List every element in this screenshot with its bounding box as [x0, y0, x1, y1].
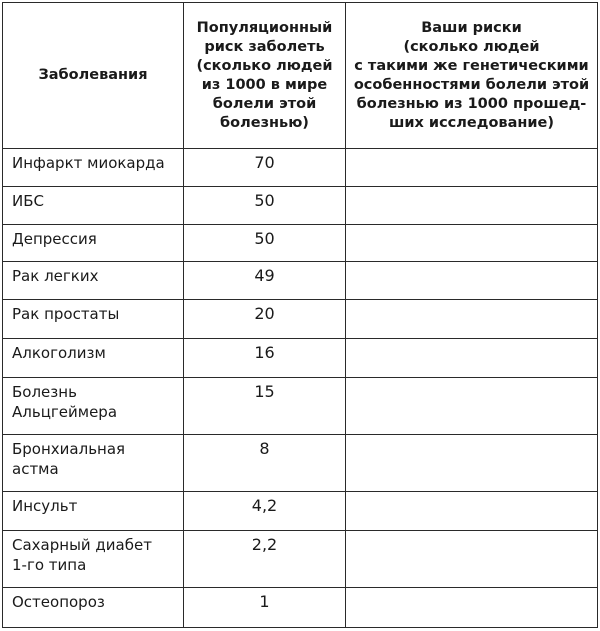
- header-your-risk-line: ших исследование): [388, 114, 555, 131]
- disease-name: Болезнь: [12, 382, 77, 401]
- disease-name: Альцгеймера: [12, 402, 118, 421]
- header-population-line: Популяционный: [196, 19, 333, 36]
- disease-name: Бронхиальная: [12, 439, 126, 458]
- disease-name: Рак простаты: [12, 305, 120, 324]
- your-risk-cell[interactable]: [346, 338, 598, 377]
- disease-cell: [3, 492, 184, 531]
- population-risk-cell: 15: [184, 377, 346, 434]
- table-row: [3, 530, 598, 587]
- table-row: [3, 434, 598, 491]
- population-risk-cell: 50: [184, 186, 346, 224]
- your-risk-cell[interactable]: [346, 300, 598, 339]
- your-risk-cell[interactable]: [346, 186, 598, 224]
- header-population-risk: [184, 3, 346, 149]
- header-disease: Заболевания: [3, 3, 184, 149]
- header-population-line: риск заболеть: [204, 38, 325, 55]
- table-row: [3, 224, 598, 262]
- your-risk-cell[interactable]: [346, 149, 598, 187]
- disease-name: Сахарный диабет: [12, 535, 152, 554]
- risk-table: [2, 2, 598, 628]
- disease-cell: [3, 434, 184, 491]
- header-your-risk-line: с такими же генетическими: [354, 57, 589, 74]
- header-your-risk-line: болезнью из 1000 прошед-: [356, 95, 587, 112]
- header-population-line: (сколько людей: [196, 57, 333, 74]
- disease-cell: [3, 377, 184, 434]
- disease-name: Инфаркт миокарда: [12, 154, 165, 173]
- table-header-row: [3, 3, 598, 149]
- disease-name: Рак легких: [12, 267, 99, 286]
- header-your-risk: [346, 3, 598, 149]
- disease-name: Инсульт: [12, 497, 78, 516]
- disease-cell: [3, 530, 184, 587]
- population-risk-cell: 50: [184, 224, 346, 262]
- population-risk-cell: 8: [184, 434, 346, 491]
- header-population-line: болели этой: [212, 95, 317, 112]
- header-your-risk-line: особенностями болели этой: [353, 76, 590, 93]
- your-risk-cell[interactable]: [346, 224, 598, 262]
- your-risk-cell[interactable]: [346, 492, 598, 531]
- your-risk-cell[interactable]: [346, 530, 598, 587]
- your-risk-cell[interactable]: [346, 377, 598, 434]
- your-risk-cell[interactable]: [346, 434, 598, 491]
- population-risk-cell: 1: [184, 588, 346, 628]
- disease-cell: [3, 224, 184, 262]
- disease-name: Остеопороз: [12, 593, 105, 612]
- header-population-line: болезнью): [220, 114, 309, 131]
- disease-name: ИБС: [12, 191, 44, 210]
- header-your-risk-line: (сколько людей: [403, 38, 540, 55]
- table-row: [3, 338, 598, 377]
- disease-cell: [3, 149, 184, 187]
- population-risk-cell: 70: [184, 149, 346, 187]
- population-risk-cell: 20: [184, 300, 346, 339]
- disease-cell: [3, 338, 184, 377]
- table-row: [3, 492, 598, 531]
- table-row: [3, 262, 598, 300]
- your-risk-cell[interactable]: [346, 262, 598, 300]
- table-row: [3, 149, 598, 187]
- disease-name: Депрессия: [12, 229, 97, 248]
- your-risk-cell[interactable]: [346, 588, 598, 628]
- disease-cell: [3, 262, 184, 300]
- table-row: [3, 377, 598, 434]
- header-population-line: из 1000 в мире: [201, 76, 328, 93]
- population-risk-cell: 2,2: [184, 530, 346, 587]
- disease-name: астма: [12, 459, 59, 478]
- disease-cell: [3, 186, 184, 224]
- disease-cell: [3, 300, 184, 339]
- population-risk-cell: 49: [184, 262, 346, 300]
- header-your-risk-line: Ваши риски: [421, 19, 522, 36]
- population-risk-cell: 16: [184, 338, 346, 377]
- disease-name: 1-го типа: [12, 555, 87, 574]
- table-row: [3, 300, 598, 339]
- disease-name: Алкоголизм: [12, 343, 106, 362]
- table-row: [3, 186, 598, 224]
- table-row: [3, 588, 598, 628]
- disease-cell: [3, 588, 184, 628]
- population-risk-cell: 4,2: [184, 492, 346, 531]
